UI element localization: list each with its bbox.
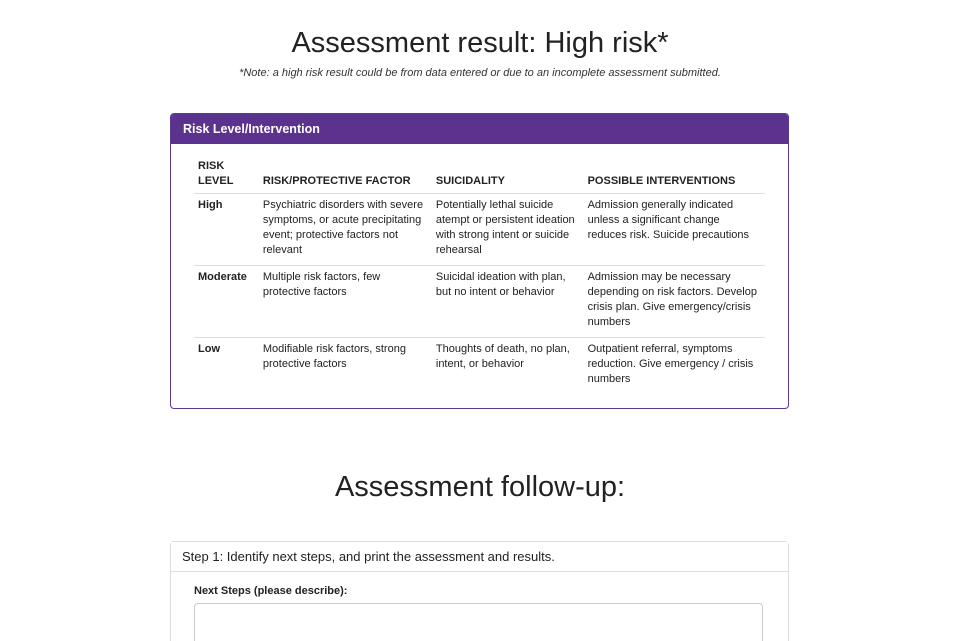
risk-level-cell: High [194,194,259,266]
risk-factor-cell: Multiple risk factors, few protective factors [259,266,432,338]
risk-factor-cell: Psychiatric disorders with severe symptoms, or acute precipitating event; protective factors not relevant [259,194,432,266]
table-row [194,338,765,395]
risk-table [194,157,765,394]
step1-heading: Step 1: Identify next steps, and print the assessment and results. [171,542,788,572]
risk-level-panel [170,113,789,409]
header-risk-level: RISK LEVEL [194,157,259,194]
risk-factor-cell: Modifiable risk factors, strong protective factors [262,343,406,370]
interventions-cell: Admission may be necessary depending on risk factors. Develop crisis plan. Give emergency/crisis numbers [584,266,765,338]
next-steps-label: Next Steps (please describe): [194,585,348,597]
header-possible-interventions: POSSIBLE INTERVENTIONS [584,157,765,194]
followup-title: Assessment follow-up: [334,471,626,503]
table-row [194,194,765,266]
result-title: Assessment result: High risk* [291,27,669,59]
table-row [194,266,765,338]
risk-panel-heading: Risk Level/Intervention [171,114,788,144]
next-steps-input[interactable] [194,603,763,641]
risk-level-cell: Low [198,343,220,355]
result-note: *Note: a high risk result could be from data entered or due to an incomplete assessment submitted. [239,67,721,79]
header-suicidality: SUICIDALITY [432,157,584,194]
suicidality-cell: Potentially lethal suicide atempt or persistent ideation with strong intent or suicide rehearsal [432,194,584,266]
suicidality-cell: Thoughts of death, no plan, intent, or behavior [435,343,570,370]
step1-panel [170,541,789,641]
risk-level-cell: Moderate [194,266,259,338]
suicidality-cell: Suicidal ideation with plan, but no intent or behavior [432,266,584,338]
interventions-cell: Admission generally indicated unless a significant change reduces risk. Suicide precautions [584,194,765,266]
risk-table-header-row [194,157,765,194]
header-risk-protective-factor: RISK/PROTECTIVE FACTOR [259,157,432,194]
interventions-cell: Outpatient referral, symptoms reduction. Give emergency / crisis numbers [587,343,754,385]
